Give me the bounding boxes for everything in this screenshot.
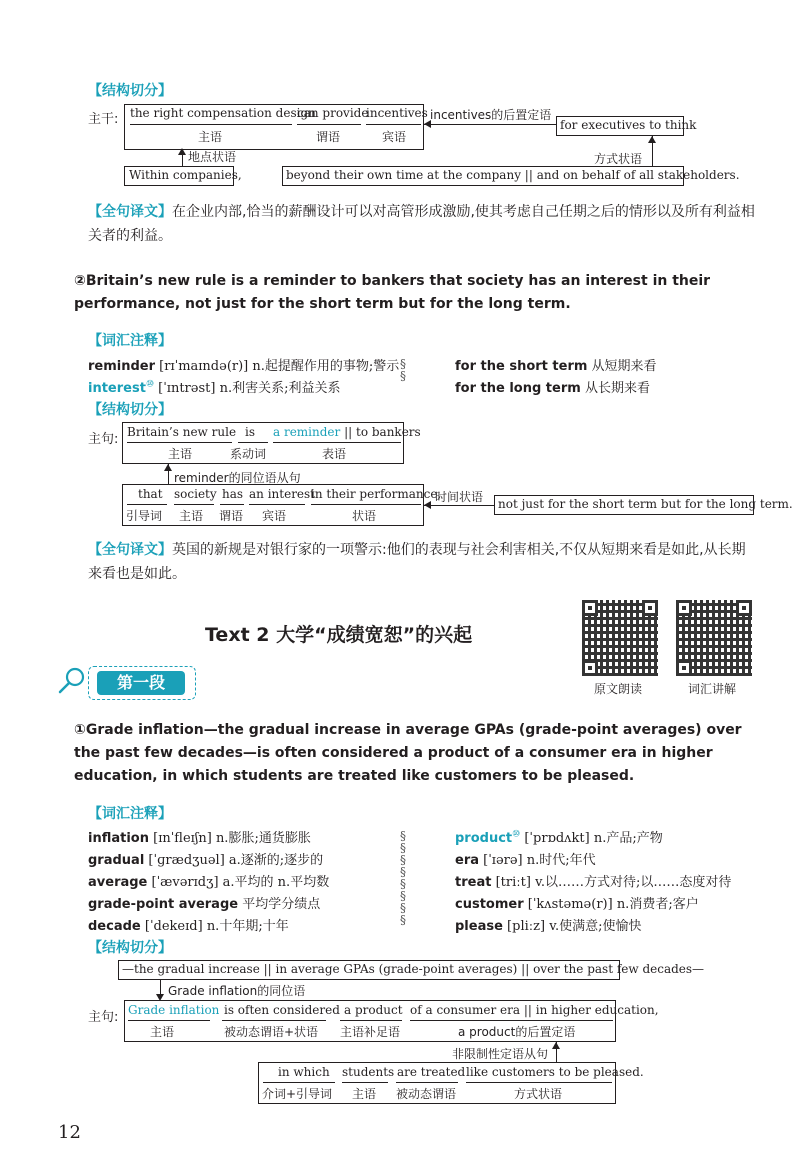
postmod-label-3: a product的后置定语: [458, 1025, 576, 1039]
link-text-2: is: [245, 425, 255, 439]
that-label: 引导词: [126, 509, 163, 523]
verb-text-3: is often considered: [224, 1003, 340, 1017]
translation-tag: 【全句译文】: [88, 204, 172, 220]
comp-label-3: 主语补足语: [340, 1025, 401, 1039]
that-text: that: [138, 487, 163, 501]
has-label: 谓语: [219, 509, 244, 523]
vocab-tag-3: 【词汇注释】: [88, 806, 172, 822]
time-adverbial-label: 时间状语: [435, 490, 484, 504]
object-label: 宾语: [382, 130, 407, 144]
qr-code-reading-icon[interactable]: [582, 600, 658, 676]
section-title: 第一段: [97, 671, 185, 695]
qr2-label: 词汇讲解: [688, 682, 737, 696]
sentence-3: ①Grade inflation—the gradual increase in average GPAs (grade-point averages) over the past few decades—is often considered a product of a consumer era in higher education, in which students are treated like customers to be pleased.: [74, 722, 742, 784]
appos-label-3: Grade inflation的同位语: [168, 984, 306, 998]
vocab-era: era [ˈɪərə] n.时代;年代: [455, 853, 596, 868]
inwhich-text: in which: [278, 1065, 330, 1079]
subj-label-3: 主语: [150, 1025, 175, 1039]
appos-text-3: —the gradual increase || in average GPAs (grade-point averages) || over the past few decades—: [122, 962, 705, 976]
place-adverbial-label: 地点状语: [188, 150, 237, 164]
phrase-long-term: for the long term 从长期来看: [455, 381, 650, 396]
vocab-inflation: inflation [ɪnˈfleɪʃn] n.膨胀;通货膨胀: [88, 831, 311, 846]
treated-label: 被动态谓语: [396, 1087, 457, 1101]
place-text: Within companies,: [129, 168, 242, 182]
inperf-label: 状语: [352, 509, 377, 523]
vocab-customer: customer [ˈkʌstəmə(r)] n.消费者;客户: [455, 897, 699, 912]
rel-clause-label: 非限制性定语从句: [452, 1047, 549, 1061]
subj-label-2: 主语: [168, 447, 193, 461]
subject-text: the right compensation design: [130, 106, 316, 120]
manner-adverbial-label: 方式状语: [594, 152, 643, 166]
inwhich-label: 介词+引导词: [262, 1087, 333, 1101]
vocab-decade: decade [ˈdekeɪd] n.十年期;十年: [88, 919, 289, 934]
section-header-frame: [88, 666, 196, 700]
interest-text: an interest: [249, 487, 316, 501]
qr1-label: 原文朗读: [594, 682, 643, 696]
structure-tag-2: 【结构切分】: [88, 402, 172, 418]
verb-label: 谓语: [316, 130, 341, 144]
vocab-average: average [ˈævərɪdʒ] a.平均的 n.平均数: [88, 875, 330, 890]
translation-2: 【全句译文】英国的新规是对银行家的一项警示:他们的表现与社会利害相关,不仅从短期来看是如此,从长期来看也是如此。: [88, 542, 746, 582]
translation-tag-2: 【全句译文】: [88, 542, 172, 558]
postmod-text: for executives to think: [560, 118, 697, 132]
structure-tag: 【结构切分】: [88, 83, 172, 99]
vocab-please: please [pliːz] v.使满意;使愉快: [455, 919, 642, 934]
structure-tag-3: 【结构切分】: [88, 940, 172, 956]
magnifier-icon: [56, 666, 86, 696]
treated-text: are treated: [397, 1065, 466, 1079]
has-text: has: [222, 487, 244, 501]
students-label: 主语: [352, 1087, 377, 1101]
pred-text-2: a reminder || to bankers: [273, 425, 421, 439]
inperf-text: in their performance,: [311, 487, 442, 501]
appos-label-2: reminder的同位语从句: [174, 471, 301, 485]
vocab-item-reminder: reminder [rɪˈmaɪndə(r)] n.起提醒作用的事物;警示: [88, 359, 400, 374]
vocab-tag-2: 【词汇注释】: [88, 333, 172, 349]
pred-label-2: 表语: [322, 447, 347, 461]
society-label: 主语: [179, 509, 204, 523]
postmod-label: incentives的后置定语: [430, 108, 552, 122]
text2-title: Text 2 大学“成绩宽恕”的兴起: [205, 624, 473, 646]
students-text: students: [342, 1065, 395, 1079]
vocab-gradual: gradual [ˈɡrædʒuəl] a.逐渐的;逐步的: [88, 853, 324, 868]
page-number: 12: [58, 1122, 81, 1143]
vocab-product: product⑩ [ˈprɒdʌkt] n.产品;产物: [455, 829, 663, 846]
interest-label: 宾语: [262, 509, 287, 523]
link-label-2: 系动词: [230, 447, 267, 461]
time-text: not just for the short term but for the long term.: [498, 497, 793, 511]
object-text: incentives: [366, 106, 428, 120]
verb-text: can provide: [297, 106, 369, 120]
verb-label-3: 被动态谓语+状语: [224, 1025, 319, 1039]
sentence-2: ②Britain’s new rule is a reminder to bankers that society has an interest in their performance, not just for the short term but for the long term.: [74, 273, 711, 312]
main-clause-label: 主干:: [88, 112, 119, 127]
vocab-item-interest: interest⑩ [ˈɪntrəst] n.利害关系;利益关系: [88, 379, 341, 396]
postmod-text-3: of a consumer era || in higher education,: [410, 1003, 659, 1017]
comp-text-3: a product: [344, 1003, 403, 1017]
divider-wave-3: § § § § § § § §: [400, 829, 406, 927]
society-text: society: [174, 487, 217, 501]
qr-code-vocab-icon[interactable]: [676, 600, 752, 676]
subj-text-2: Britain’s new rule: [127, 425, 237, 439]
subject-label: 主语: [198, 130, 223, 144]
main-clause-label-3: 主句:: [88, 1010, 119, 1025]
like-text: like customers to be pleased.: [466, 1065, 644, 1079]
vocab-gpa: grade-point average 平均学分绩点: [88, 897, 321, 912]
main-clause-label-2: 主句:: [88, 432, 119, 447]
manner-text: beyond their own time at the company || and on behalf of all stakeholders.: [286, 168, 740, 182]
translation-1: 【全句译文】在企业内部,恰当的薪酬设计可以对高管形成激励,使其考虑自己任期之后的情形以及所有利益相关者的利益。: [88, 204, 755, 244]
divider-wave: § §: [400, 357, 406, 383]
subj-text-3: Grade inflation: [128, 1003, 220, 1017]
phrase-short-term: for the short term 从短期来看: [455, 359, 657, 374]
vocab-treat: treat [triːt] v.以……方式对待;以……态度对待: [455, 875, 732, 890]
like-label: 方式状语: [514, 1087, 563, 1101]
